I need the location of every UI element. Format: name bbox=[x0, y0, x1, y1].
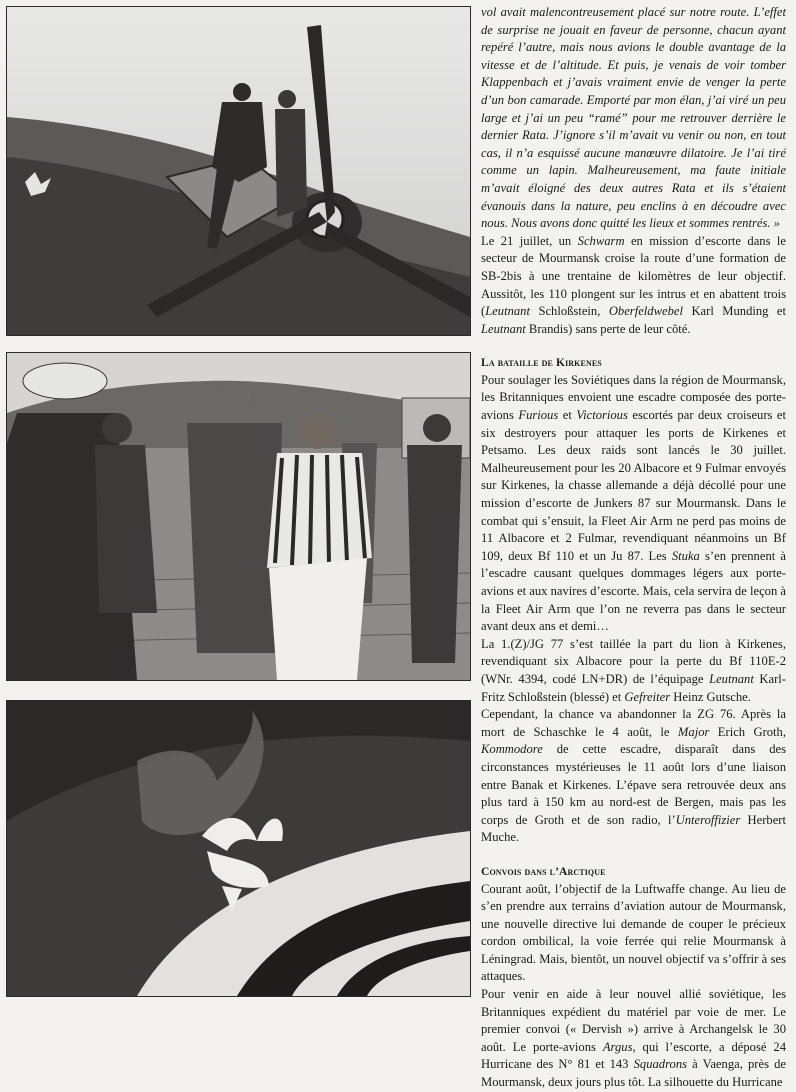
article-text-column bbox=[481, 4, 786, 1092]
section-heading-convois-arctique: Convois dans l’Arctique bbox=[481, 864, 606, 878]
photo-crew-greeting-woman bbox=[6, 352, 471, 681]
paragraph-21-juillet: Le 21 juillet, un Schwarm en mission d’escorte dans le secteur de Mourmansk croise la route d’une formation de SB-2bis à une trentaine de kilomètres de leur objectif. Aussitôt, les 110 plongent sur les intrus et en abattent trois (Leutnant Schloßstein, Oberfeldwebel Karl Munding et Leutnant Brandis) sans perte de leur côté. bbox=[481, 233, 787, 336]
paragraph-soulager-sovietiques: Pour soulager les Soviétiques dans la région de Mourmansk, les Britanniques envoient une escadre composée des porte-avions Furious et Victorious escortés par deux croiseurs et six destroyers pour attaquer les ports de Kirkenes et Petsamo. Les deux raids sont lancés le 30 juillet. Malheureusement pour les 20 Albacore et 9 Fulmar envoyés sur Kirkenes, la chasse allemande a déjà décollé pour une mission d’escorte de Junkers 87 sur Mourmansk. Dans le combat qui s’ensuit, la Fleet Air Arm ne perd pas moins de 11 Albacore et 2 Fulmar, revendiquant néanmoins un Bf 109, deux Bf 110 et un Ju 87. Les Stuka s’en prennent à l’escadre causant quelques dommages légers aux porte-avions et aux navires d’escorte. Mais, cela servira de leçon à la Fleet Air Arm que l’on ne reverra pas dans le secteur avant deux ans et demi… bbox=[481, 372, 787, 634]
photo-nose-emblem-closeup bbox=[6, 700, 471, 997]
section-heading-bataille-kirkenes: La bataille de Kirkenes bbox=[481, 356, 602, 370]
pilot-quote-continuation: vol avait malencontreusement placé sur notre route. L’effet de surprise ne jouait en faveur de personne, chacun ayant repéré l’autre, mais nous avions le double avantage de la vitesse et de l’altitude. Et puis, je venais de voir tomber Klappenbach et j’avais vraiment envie de venger la perte d’un bon camarade. Emporté par mon élan, j’ai viré un peu large et j’ai un peu “ramé” pour me retrouver derrière le dernier Rata. J’ignore s’il m’avait vu venir ou non, en tout cas, il n’a esquissé aucune manœuvre dilatoire. Je l’ai tiré comme un lapin. Malheureusement, ma faute initiale m’avait éloigné des deux autres Rata et ils s’étaient évanouis dans la nature, peu enclins à en découdre avec nous. Nous avons donc quitté les lieux et sommes rentrés. » bbox=[481, 5, 786, 231]
paragraph-zg76-chance: Cependant, la chance va abandonner la ZG 76. Après la mort de Schaschke le 4 août, le Major Erich Groth, Kommodore de cette escadre, disparaît dans des circonstances mystérieuses le 11 août lors d’une liaison entre Banak et Kirkenes. L’épave sera retrouvée deux ans plus tard à 150 km au nord-est de Bergen, mais pas les corps de Groth et de son radio, l’Unteroffizier Herbert Muche. bbox=[481, 707, 787, 845]
paragraph-venir-en-aide: Pour venir en aide à leur nouvel allié soviétique, les Britanniques expédient du matériel par voie de mer. Le premier convoi (« Dervish ») arrive à Archangelsk le 30 août. Le porte-avions Argus, qui l’escorte, a déposé 24 Hurricane des N° 81 et 143 Squadrons à Vaenga, près de Mourmansk, deux jours plus tôt. La silhouette du Hurricane bbox=[481, 987, 786, 1090]
photo-bf110-crew-on-wing bbox=[6, 6, 471, 336]
paragraph-courant-aout: Courant août, l’objectif de la Luftwaffe change. Au lieu de s’en prendre aux terrains d’aviation autour de Mourmansk, une nouvelle directive lui demande de couper le précieux cordon ombilical, la voie ferrée qui relie Mourmansk à Léningrad. Mais, bientôt, un nouvel objectif va s’offrir à ses attaques. bbox=[481, 881, 786, 984]
paragraph-jg77-part-du-lion: La 1.(Z)/JG 77 s’est taillée la part du lion à Kirkenes, revendiquant six Albacore pour la perte du Bf 110E-2 (WNr. 4394, codé LN+DR) de l’équipage Leutnant Karl-Fritz Schloßstein (blessé) et Gefreiter Heinz Gutsche. bbox=[481, 636, 786, 704]
